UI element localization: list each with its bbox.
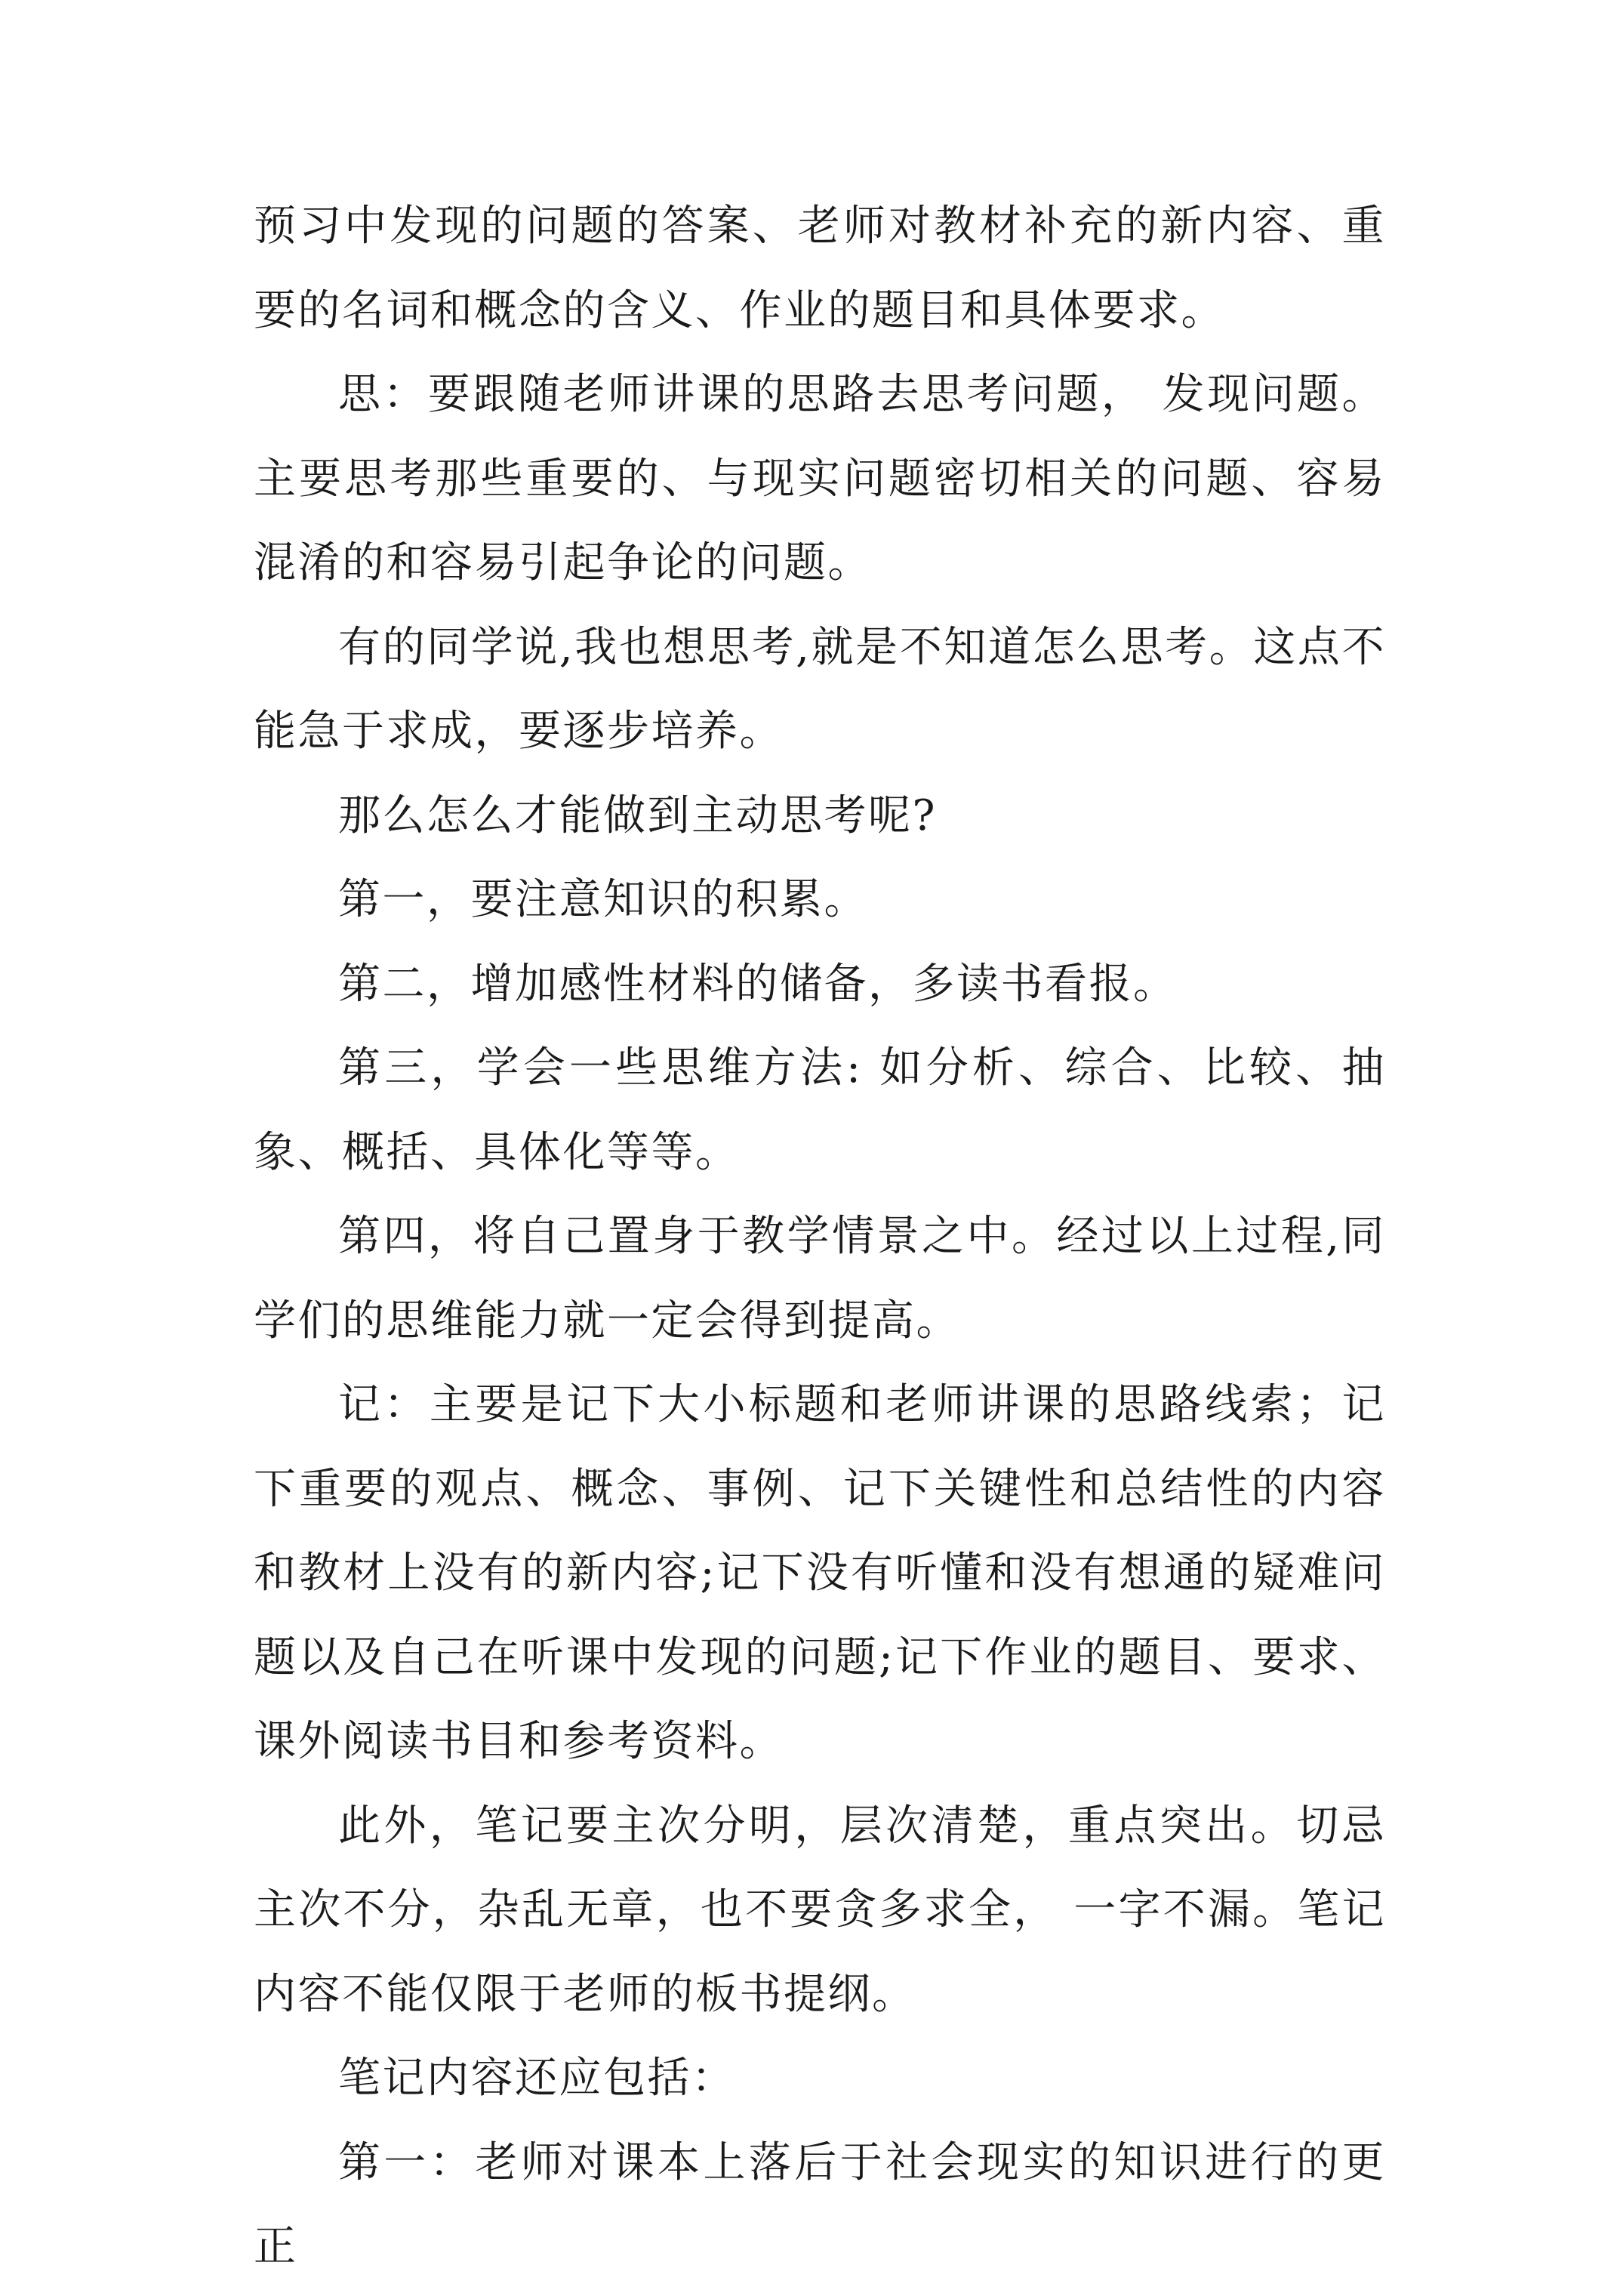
paragraph-continued: 预习中发现的问题的答案、老师对教材补充的新内容、重要的名词和概念的含义、作业的题目和具体要求。 (254, 202, 1386, 335)
document-body (254, 184, 1386, 2289)
paragraph-first: 第一，要注意知识的积累。 (338, 875, 868, 924)
paragraph-notes-include: 笔记内容还应包括： (338, 2054, 736, 2103)
paragraph-think: 思：要跟随老师讲课的思路去思考问题， 发现问题。主要思考那些重要的、与现实问题密切相关的问题、容易混淆的和容易引起争论的问题。 (254, 370, 1386, 587)
paragraph-third: 第三，学会一些思维方法: 如分析、综合、比较、抽象、概括、具体化等等。 (254, 1043, 1386, 1177)
paragraph-fourth: 第四，将自己置身于教学情景之中。经过以上过程,同学们的思维能力就一定会得到提高。 (254, 1212, 1386, 1345)
paragraph-additionally: 此外，笔记要主次分明，层次清楚，重点突出。切忌主次不分，杂乱无章，也不要贪多求全， 一字不漏。笔记内容不能仅限于老师的板书提纲。 (254, 1801, 1386, 2019)
paragraph-second: 第二，增加感性材料的储备，多读书看报。 (338, 959, 1178, 1009)
paragraph-notes-first: 第一：老师对课本上落后于社会现实的知识进行的更正 (254, 2137, 1386, 2271)
paragraph-record: 记：主要是记下大小标题和老师讲课的思路线索；记下重要的观点、概念、事例、记下关键性和总结性的内容和教材上没有的新内容;记下没有听懂和没有想通的疑难问题以及自己在听课中发现的问题;记下作业的题目、要求、课外阅读书目和参考资料。 (254, 1380, 1386, 1766)
paragraph-how-to-think: 那么怎么才能做到主动思考呢? (338, 791, 938, 840)
paragraph-students-say: 有的同学说,我也想思考,就是不知道怎么思考。这点不能急于求成，要逐步培养。 (254, 622, 1386, 756)
